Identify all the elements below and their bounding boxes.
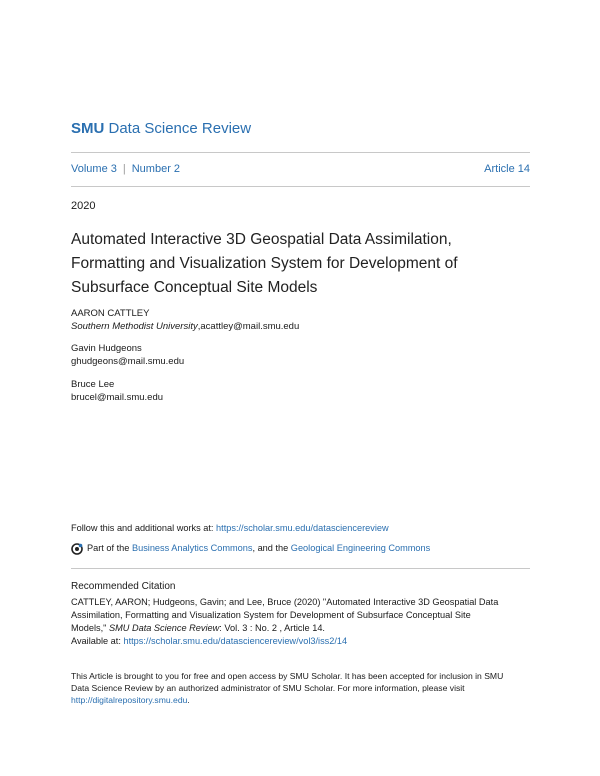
author-block — [71, 342, 184, 368]
available-label: Available at: — [71, 636, 124, 646]
footer-line: Data Science Review by an authorized administrator of SMU Scholar. For more information, please visit — [71, 683, 465, 693]
article-link[interactable]: Article 14 — [484, 163, 530, 175]
follow-text: Follow this and additional works at: — [71, 523, 217, 533]
geological-engineering-commons-link[interactable]: Geological Engineering Commons — [290, 543, 431, 553]
journal-name-rest: Data Science Review — [104, 120, 252, 137]
citation-block — [71, 596, 530, 648]
author-email: ghudgeons@mail.smu.edu — [71, 356, 185, 367]
citation-line: : Vol. 3 : No. 2 , Article 14. — [219, 623, 325, 633]
article-url-link[interactable]: https://scholar.smu.edu/datasciencereview/vol3/iss2/14 — [123, 636, 348, 646]
title-line: Subsurface Conceptual Site Models — [71, 279, 318, 296]
digital-repository-link[interactable]: http://digitalrepository.smu.edu — [71, 695, 188, 705]
author-name: AARON CATTLEY — [71, 308, 150, 319]
citation-line: CATTLEY, AARON; Hudgeons, Gavin; and Lee, Bruce (2020) "Automated Interactive 3D Geospatial Data — [71, 597, 499, 607]
number-link[interactable]: Number 2 — [131, 163, 181, 175]
author-email: brucel@mail.smu.edu — [71, 392, 164, 403]
recommended-citation-heading: Recommended Citation — [71, 581, 176, 592]
volume-row — [71, 163, 530, 175]
citation-line: Assimilation, Formatting and Visualization System for Development of Subsurface Conceptual Site — [71, 610, 471, 620]
title-line: Formatting and Visualization System for Development of — [71, 255, 458, 272]
author-email: ,acattley@mail.smu.edu — [197, 321, 300, 332]
journal-name-bold: SMU — [71, 120, 105, 137]
partof-prefix: Part of the — [87, 543, 130, 553]
divider-top — [71, 152, 530, 153]
author-block — [71, 378, 163, 404]
repository-link[interactable]: https://scholar.smu.edu/datasciencereview — [216, 523, 389, 533]
footer-end: . — [187, 695, 190, 705]
journal-italic: SMU Data Science Review — [108, 623, 220, 633]
business-analytics-commons-link[interactable]: Business Analytics Commons — [131, 543, 253, 553]
publication-year: 2020 — [71, 200, 96, 212]
title-line: Automated Interactive 3D Geospatial Data Assimilation, — [71, 231, 452, 248]
author-affiliation: Southern Methodist University — [71, 321, 198, 332]
divider-mid — [71, 186, 530, 187]
volume-link[interactable]: Volume 3 — [71, 163, 117, 175]
author-name: Gavin Hudgeons — [71, 343, 142, 354]
follow-line — [71, 522, 389, 535]
citation-line: Models," — [71, 623, 109, 633]
journal-title[interactable] — [71, 120, 251, 137]
volume-separator: | — [122, 163, 126, 175]
divider-citation — [71, 568, 530, 569]
author-block — [71, 307, 299, 333]
author-name: Bruce Lee — [71, 379, 115, 390]
footer-note — [71, 670, 530, 706]
part-of-line — [71, 542, 430, 555]
footer-line: This Article is brought to you for free and open access by SMU Scholar. It has been accepted for inclusion in SMU — [71, 671, 504, 681]
partof-middle: , and the — [252, 543, 289, 553]
article-title[interactable] — [71, 228, 530, 300]
commons-network-icon — [71, 543, 83, 555]
